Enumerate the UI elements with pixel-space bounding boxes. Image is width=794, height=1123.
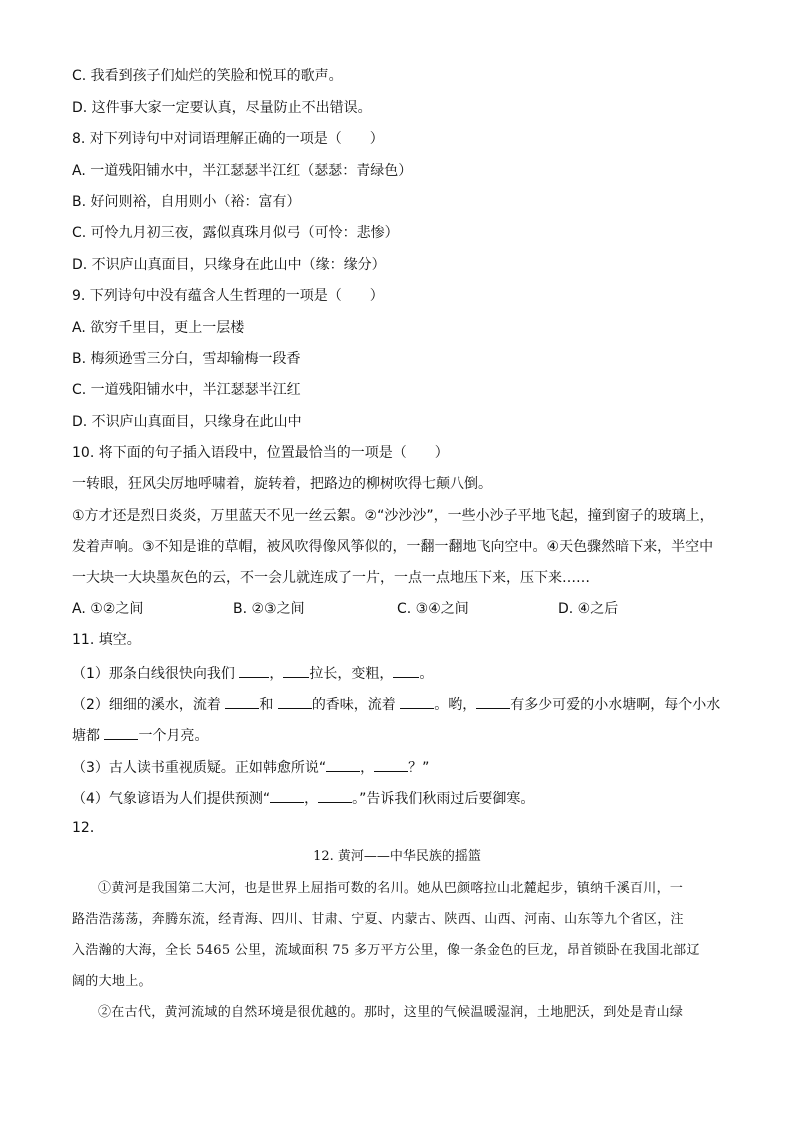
question-11-item-4 — [72, 787, 534, 809]
question-8-option-a: A. 一道残阳铺水中，半江瑟瑟半江红（瑟瑟：青绿色） — [72, 163, 413, 179]
fill-blank[interactable] — [393, 662, 419, 678]
question-10: 10. 将下面的句子插入语段中，位置最恰当的一项是（ ） — [72, 445, 449, 461]
fill-text: 和 — [259, 697, 278, 713]
fill-blank[interactable] — [283, 662, 309, 678]
fill-text: （3）古人读书重视质疑。正如韩愈所说“ — [72, 760, 327, 776]
question-10-passage-line-2: 发着声响。③不知是谁的草帽，被风吹得像风筝似的，一翻一翻地飞向空中。④天色骤然暗下来，半空中 — [72, 539, 714, 555]
fill-text: （2）细细的溪水，流着 — [72, 697, 226, 713]
question-9-option-b: B. 梅须逊雪三分白，雪却输梅一段香 — [72, 351, 301, 367]
question-8-option-d: D. 不识庐山真面目，只缘身在此山中（缘：缘分） — [72, 257, 386, 273]
fill-blank[interactable] — [239, 662, 269, 678]
fill-blank[interactable] — [476, 693, 510, 709]
fill-blank[interactable] — [318, 787, 352, 803]
fill-text: 的香味，流着 — [311, 697, 401, 713]
passage-title: 12. 黄河——中华民族的摇篮 — [313, 849, 481, 864]
fill-text: 塘都 — [72, 728, 105, 744]
fill-blank[interactable] — [400, 693, 434, 709]
fill-text: ， — [360, 760, 375, 776]
question-10-passage-line-3: 一大块一大块墨灰色的云，不一会儿就连成了一片，一点一点地压下来，压下来…… — [72, 570, 590, 586]
fill-text: 。”告诉我们秋雨过后要御寒。 — [352, 791, 535, 807]
fill-blank[interactable] — [225, 693, 259, 709]
fill-text: ？” — [408, 760, 430, 776]
question-11-item-2 — [72, 693, 720, 715]
fill-blank[interactable] — [270, 787, 304, 803]
question-10-option-b: B. ②③之间 — [233, 601, 305, 617]
option-c-previous: C. 我看到孩子们灿烂的笑脸和悦耳的歌声。 — [72, 68, 343, 84]
fill-blank[interactable] — [104, 724, 138, 740]
question-9: 9. 下列诗句中没有蕴含人生哲理的一项是（ ） — [72, 288, 384, 304]
question-9-option-c: C. 一道残阳铺水中，半江瑟瑟半江红 — [72, 382, 301, 398]
fill-text: 拉长，变粗， — [309, 666, 394, 682]
question-11-item-1 — [72, 662, 433, 684]
passage-line: 路浩浩荡荡，奔腾东流，经青海、四川、甘肃、宁夏、内蒙古、陕西、山西、河南、山东等九个省区，注 — [72, 912, 684, 927]
fill-text: 。 — [419, 666, 434, 682]
question-8-option-c: C. 可怜九月初三夜，露似真珠月似弓（可怜：悲惨） — [72, 225, 399, 241]
question-11: 11. 填空。 — [72, 632, 141, 648]
question-10-option-d: D. ④之后 — [558, 601, 619, 617]
passage-line: 入浩瀚的大海，全长 5465 公里，流域面积 75 多万平方公里，像一条金色的巨龙，昂首锁卧在我国北部辽 — [72, 943, 700, 958]
fill-text: ， — [304, 791, 319, 807]
question-9-option-a: A. 欲穷千里目，更上一层楼 — [72, 320, 245, 336]
passage-line: ②在古代，黄河流域的自然环境是很优越的。那时，这里的气候温暖湿润，土地肥沃，到处是青山绿 — [98, 1005, 684, 1020]
fill-blank[interactable] — [326, 756, 360, 772]
question-11-item-2-cont — [72, 724, 208, 746]
fill-blank[interactable] — [278, 693, 312, 709]
question-10-sentence: 一转眼，狂风尖厉地呼啸着，旋转着，把路边的柳树吹得七颠八倒。 — [72, 476, 492, 492]
passage-line: ①黄河是我国第二大河，也是世界上屈指可数的名川。她从巴颜喀拉山北麓起步，镇纳千溪百川，一 — [98, 881, 684, 896]
fill-text: （4）气象谚语为人们提供预测“ — [72, 791, 271, 807]
fill-text: （1）那条白线很快向我们 — [72, 666, 240, 682]
question-10-option-a: A. ①②之间 — [72, 601, 144, 617]
question-8-option-b: B. 好问则裕，自用则小（裕：富有） — [72, 194, 301, 210]
option-d-previous: D. 这件事大家一定要认真，尽量防止不出错误。 — [72, 100, 372, 116]
fill-text: ， — [269, 666, 284, 682]
question-10-option-c: C. ③④之间 — [397, 601, 469, 617]
fill-blank[interactable] — [374, 756, 408, 772]
question-9-option-d: D. 不识庐山真面目，只缘身在此山中 — [72, 414, 302, 430]
question-11-item-3 — [72, 756, 429, 778]
question-8: 8. 对下列诗句中对词语理解正确的一项是（ ） — [72, 131, 384, 147]
fill-text: 有多少可爱的小水塘啊，每个小水 — [510, 697, 721, 713]
question-10-passage-line-1: ①方才还是烈日炎炎，万里蓝天不见一丝云絮。②“沙沙沙”，一些小沙子平地飞起，撞到窗子的玻璃上， — [72, 508, 714, 524]
passage-line: 阔的大地上。 — [72, 974, 152, 989]
question-12: 12． — [72, 820, 104, 836]
fill-text: 一个月亮。 — [138, 728, 209, 744]
fill-text: 。哟， — [434, 697, 477, 713]
